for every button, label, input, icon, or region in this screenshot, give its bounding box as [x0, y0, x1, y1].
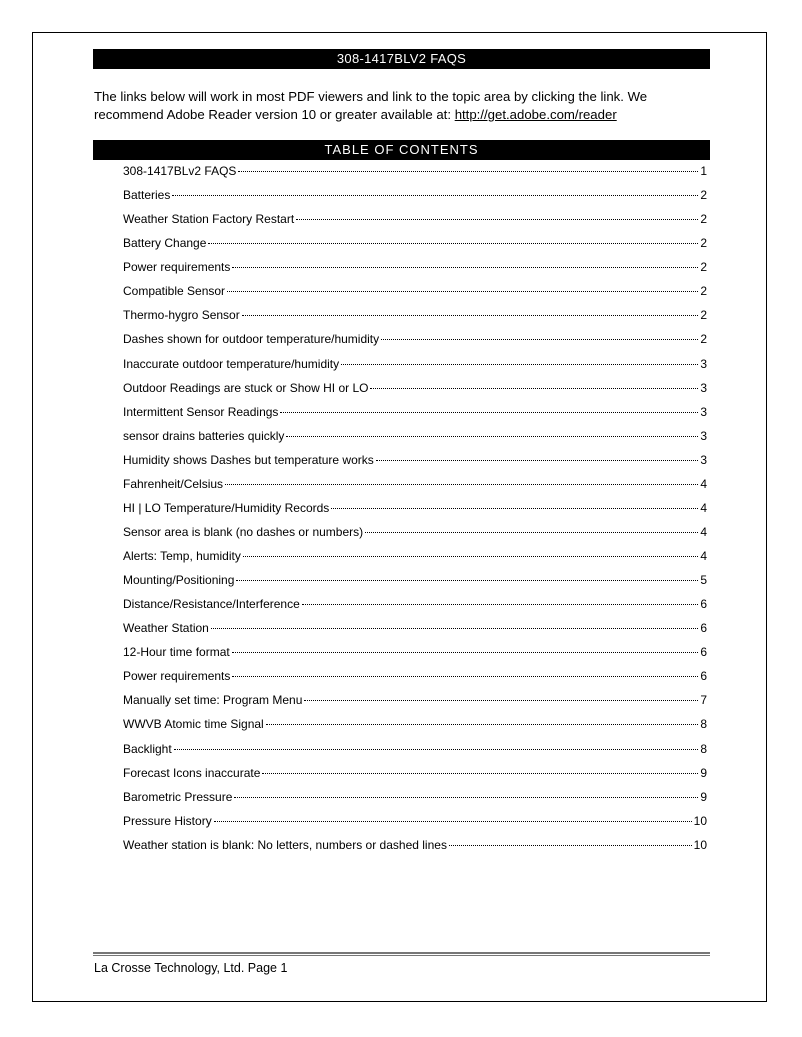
toc-dot-leader	[225, 484, 698, 485]
toc-entry-title: Forecast Icons inaccurate	[123, 765, 261, 780]
toc-dot-leader	[286, 436, 698, 437]
toc-entry[interactable]	[123, 500, 707, 524]
toc-entry-title: Humidity shows Dashes but temperature works	[123, 452, 374, 467]
toc-entry-title: Sensor area is blank (no dashes or numbers)	[123, 524, 364, 539]
toc-entry-page: 6	[700, 621, 707, 636]
toc-entry-page: 2	[700, 260, 707, 275]
toc-dot-leader	[172, 195, 698, 196]
toc-entry[interactable]	[123, 187, 707, 211]
toc-dot-leader	[296, 219, 698, 220]
toc-entry-title: Power requirements	[123, 260, 231, 275]
toc-dot-leader	[376, 460, 699, 461]
document-page	[32, 32, 767, 1002]
toc-entry-page: 3	[700, 452, 707, 467]
toc-entry-page: 7	[700, 693, 707, 708]
toc-entry-page: 6	[700, 669, 707, 684]
toc-entry[interactable]	[123, 283, 707, 307]
toc-entry-title: Fahrenheit/Celsius	[123, 476, 224, 491]
toc-entry-page: 3	[700, 356, 707, 371]
toc-dot-leader	[280, 412, 698, 413]
toc-entry-title: Battery Change	[123, 236, 207, 251]
toc-dot-leader	[262, 773, 698, 774]
toc-entry-page: 2	[700, 308, 707, 323]
toc-entry-page: 2	[700, 284, 707, 299]
toc-dot-leader	[341, 364, 698, 365]
toc-entry[interactable]	[123, 692, 707, 716]
toc-entry[interactable]	[123, 789, 707, 813]
toc-entry-title: Batteries	[123, 188, 171, 203]
toc-entry-title: WWVB Atomic time Signal	[123, 717, 264, 732]
toc-entry-title: 308-1417BLv2 FAQS	[123, 164, 237, 178]
intro-text: The links below will work in most PDF viewers and link to the topic area by clicking the link. We recommend Adobe Reader version 10 or greater available at:	[94, 89, 648, 122]
toc-entry[interactable]	[123, 837, 707, 861]
toc-entry[interactable]	[123, 716, 707, 740]
toc-dot-leader	[211, 628, 698, 629]
toc-entry-page: 10	[693, 837, 707, 852]
toc-entry-title: Inaccurate outdoor temperature/humidity	[123, 356, 340, 371]
toc-entry-page: 4	[700, 476, 707, 491]
toc-entry[interactable]	[123, 596, 707, 620]
toc-entry[interactable]	[123, 428, 707, 452]
toc-dot-leader	[331, 508, 698, 509]
toc-entry-title: Weather station is blank: No letters, numbers or dashed lines	[123, 837, 447, 852]
toc-entry-title: Intermittent Sensor Readings	[123, 404, 279, 419]
toc-entry-page: 8	[700, 741, 707, 756]
toc-entry-title: sensor drains batteries quickly	[123, 428, 285, 443]
toc-entry-page: 6	[700, 597, 707, 612]
toc-dot-leader	[449, 845, 692, 846]
toc-entry-title: Weather Station	[123, 621, 209, 636]
toc-entry-title: Dashes shown for outdoor temperature/humidity	[123, 332, 380, 347]
toc-entry-page: 4	[700, 549, 707, 563]
toc-entry[interactable]	[123, 620, 707, 644]
toc-heading: TABLE OF CONTENTS	[93, 140, 710, 160]
toc-entry[interactable]	[123, 741, 707, 765]
toc-entry-page: 9	[700, 765, 707, 780]
toc-entry[interactable]	[123, 356, 707, 380]
toc-dot-leader	[370, 388, 698, 389]
toc-dot-leader	[242, 315, 699, 316]
document-title: 308-1417BLV2 FAQS	[93, 49, 710, 69]
toc-dot-leader	[236, 580, 698, 581]
toc-entry[interactable]	[123, 235, 707, 259]
toc-entry-title: Manually set time: Program Menu	[123, 693, 303, 708]
toc-dot-leader	[208, 243, 698, 244]
toc-dot-leader	[266, 724, 699, 725]
toc-dot-leader	[304, 700, 698, 701]
toc-list	[123, 163, 707, 861]
toc-entry-title: Power requirements	[123, 669, 231, 684]
toc-entry-page: 6	[700, 645, 707, 660]
toc-entry-page: 9	[700, 789, 707, 804]
toc-entry[interactable]	[123, 259, 707, 283]
toc-dot-leader	[365, 532, 698, 533]
toc-entry-page: 2	[700, 188, 707, 203]
toc-entry-page: 2	[700, 236, 707, 251]
intro-paragraph	[94, 88, 714, 124]
toc-entry[interactable]	[123, 380, 707, 404]
toc-entry[interactable]	[123, 813, 707, 837]
toc-entry[interactable]	[123, 163, 707, 187]
toc-entry-title: 12-Hour time format	[123, 645, 230, 660]
toc-entry-page: 2	[700, 332, 707, 347]
toc-entry-title: Alerts: Temp, humidity	[123, 549, 241, 563]
toc-entry[interactable]	[123, 765, 707, 789]
toc-entry[interactable]	[123, 644, 707, 668]
toc-entry-title: Outdoor Readings are stuck or Show HI or LO	[123, 380, 369, 395]
toc-entry[interactable]	[123, 211, 707, 235]
toc-dot-leader	[232, 676, 698, 677]
page-footer: La Crosse Technology, Ltd. Page 1	[94, 961, 288, 975]
toc-dot-leader	[232, 267, 698, 268]
toc-entry[interactable]	[123, 668, 707, 692]
toc-entry-page: 5	[700, 573, 707, 588]
toc-entry-title: Mounting/Positioning	[123, 573, 235, 588]
toc-entry-page: 1	[700, 164, 707, 178]
toc-entry-page: 3	[700, 428, 707, 443]
toc-entry-title: HI | LO Temperature/Humidity Records	[123, 500, 330, 515]
toc-entry-title: Weather Station Factory Restart	[123, 212, 295, 227]
toc-dot-leader	[302, 604, 699, 605]
toc-dot-leader	[232, 652, 699, 653]
toc-entry[interactable]	[123, 452, 707, 476]
toc-entry[interactable]	[123, 572, 707, 596]
toc-entry-title: Compatible Sensor	[123, 284, 226, 299]
toc-dot-leader	[214, 821, 692, 822]
toc-entry-page: 4	[700, 524, 707, 539]
toc-entry-title: Barometric Pressure	[123, 789, 233, 804]
toc-entry-title: Pressure History	[123, 813, 212, 828]
toc-entry[interactable]	[123, 548, 707, 572]
toc-dot-leader	[174, 749, 699, 750]
toc-entry-title: Distance/Resistance/Interference	[123, 597, 300, 612]
toc-dot-leader	[238, 171, 698, 172]
adobe-reader-link[interactable]: http://get.adobe.com/reader	[454, 107, 617, 122]
toc-dot-leader	[234, 797, 698, 798]
toc-entry[interactable]	[123, 476, 707, 500]
toc-dot-leader	[243, 556, 698, 557]
toc-entry-title: Backlight	[123, 741, 172, 756]
toc-dot-leader	[227, 291, 698, 292]
toc-entry-page: 8	[700, 717, 707, 732]
toc-entry-title: Thermo-hygro Sensor	[123, 308, 240, 323]
toc-entry[interactable]	[123, 307, 707, 331]
toc-entry[interactable]	[123, 524, 707, 548]
toc-dot-leader	[381, 339, 698, 340]
footer-divider	[93, 952, 710, 956]
toc-entry-page: 4	[700, 500, 707, 515]
toc-entry-page: 3	[700, 380, 707, 395]
toc-entry-page: 3	[700, 404, 707, 419]
toc-entry[interactable]	[123, 404, 707, 428]
toc-entry-page: 2	[700, 212, 707, 227]
toc-entry-page: 10	[693, 813, 707, 828]
toc-entry[interactable]	[123, 331, 707, 355]
